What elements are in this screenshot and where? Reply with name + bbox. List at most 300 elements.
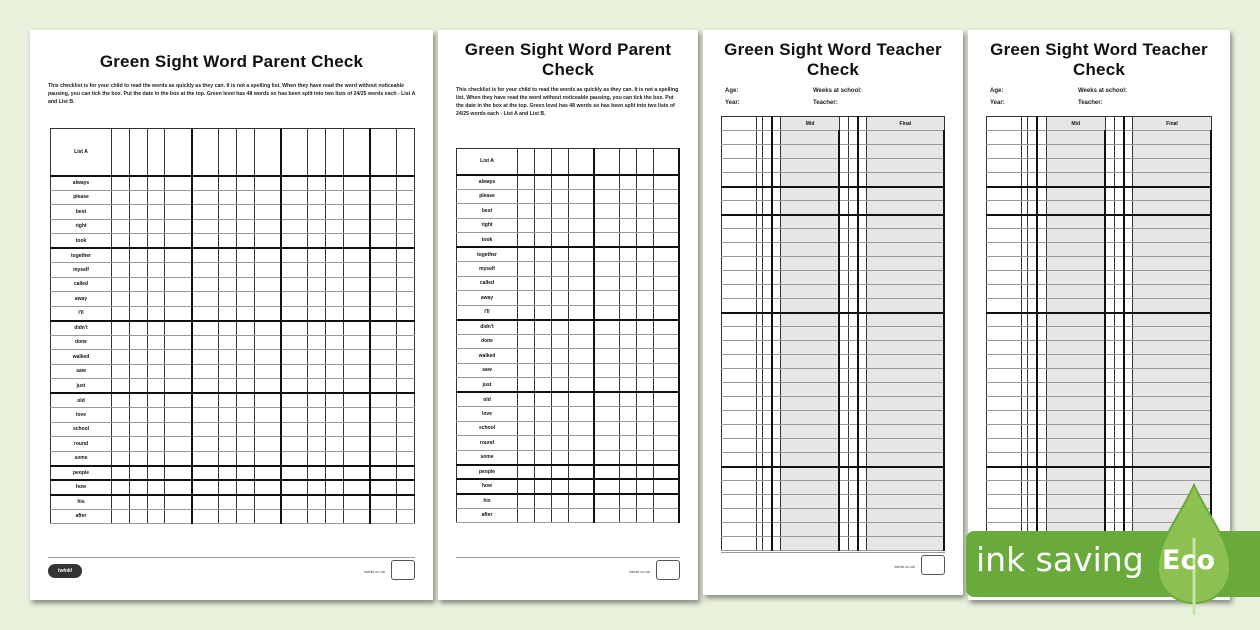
tick-cell[interactable] (112, 248, 130, 263)
tick-cell[interactable] (165, 292, 192, 307)
tick-cell[interactable] (236, 350, 254, 365)
tick-cell[interactable] (858, 467, 867, 481)
tick-cell[interactable] (620, 233, 637, 248)
tick-cell[interactable] (112, 219, 130, 234)
tick-cell[interactable] (535, 305, 552, 320)
tick-cell[interactable] (781, 173, 840, 187)
tick-cell[interactable] (281, 321, 308, 336)
tick-cell[interactable] (254, 350, 281, 365)
tick-cell[interactable] (637, 175, 654, 190)
tick-cell[interactable] (569, 320, 595, 335)
tick-cell[interactable] (1028, 453, 1037, 467)
tick-cell[interactable] (397, 248, 415, 263)
tick-cell[interactable] (781, 271, 840, 285)
tick-cell[interactable] (1124, 369, 1133, 383)
date-cell[interactable] (308, 129, 326, 176)
tick-cell[interactable] (867, 425, 944, 439)
tick-cell[interactable] (637, 479, 654, 494)
tick-cell[interactable] (165, 422, 192, 437)
tick-cell[interactable] (1124, 341, 1133, 355)
tick-cell[interactable] (397, 306, 415, 321)
date-cell[interactable] (165, 129, 192, 176)
tick-cell[interactable] (165, 248, 192, 263)
tick-cell[interactable] (535, 291, 552, 306)
tick-cell[interactable] (129, 466, 147, 481)
tick-cell[interactable] (112, 480, 130, 495)
tick-cell[interactable] (763, 383, 772, 397)
tick-cell[interactable] (370, 248, 397, 263)
tick-cell[interactable] (1133, 229, 1211, 243)
tick-cell[interactable] (654, 291, 680, 306)
tick-cell[interactable] (236, 509, 254, 524)
tick-cell[interactable] (1037, 271, 1046, 285)
tick-cell[interactable] (654, 204, 680, 219)
tick-cell[interactable] (281, 190, 308, 205)
tick-cell[interactable] (397, 408, 415, 423)
tick-cell[interactable] (535, 479, 552, 494)
tick-cell[interactable] (165, 350, 192, 365)
tick-cell[interactable] (620, 218, 637, 233)
tick-cell[interactable] (518, 247, 535, 262)
tick-cell[interactable] (867, 383, 944, 397)
tick-cell[interactable] (772, 271, 781, 285)
tick-cell[interactable] (192, 219, 219, 234)
tick-cell[interactable] (254, 292, 281, 307)
tick-cell[interactable] (535, 436, 552, 451)
tick-cell[interactable] (1028, 215, 1037, 229)
tick-cell[interactable] (867, 271, 944, 285)
tick-cell[interactable] (192, 393, 219, 408)
tick-cell[interactable] (1028, 481, 1037, 495)
tick-cell[interactable] (654, 421, 680, 436)
tick-cell[interactable] (1037, 159, 1046, 173)
date-cell[interactable] (112, 129, 130, 176)
tick-cell[interactable] (343, 219, 370, 234)
tick-cell[interactable] (772, 523, 781, 537)
tick-cell[interactable] (370, 393, 397, 408)
tick-cell[interactable] (839, 341, 848, 355)
tick-cell[interactable] (763, 523, 772, 537)
tick-cell[interactable] (281, 480, 308, 495)
tick-cell[interactable] (192, 466, 219, 481)
tick-cell[interactable] (858, 495, 867, 509)
tick-cell[interactable] (620, 262, 637, 277)
date-cell[interactable] (552, 149, 569, 175)
tick-cell[interactable] (867, 173, 944, 187)
tick-cell[interactable] (654, 392, 680, 407)
tick-cell[interactable] (620, 450, 637, 465)
tick-cell[interactable] (147, 495, 165, 510)
tick-cell[interactable] (236, 480, 254, 495)
date-cell[interactable] (254, 129, 281, 176)
tick-cell[interactable] (594, 247, 620, 262)
tick-cell[interactable] (858, 425, 867, 439)
tick-cell[interactable] (325, 176, 343, 191)
tick-cell[interactable] (129, 335, 147, 350)
tick-cell[interactable] (147, 234, 165, 249)
tick-cell[interactable] (1037, 243, 1046, 257)
tick-cell[interactable] (1105, 215, 1114, 229)
tick-cell[interactable] (1133, 145, 1211, 159)
tick-cell[interactable] (1037, 397, 1046, 411)
tick-cell[interactable] (552, 378, 569, 393)
tick-cell[interactable] (772, 397, 781, 411)
tick-cell[interactable] (1046, 215, 1105, 229)
tick-cell[interactable] (325, 219, 343, 234)
tick-cell[interactable] (552, 363, 569, 378)
tick-cell[interactable] (129, 495, 147, 510)
tick-cell[interactable] (637, 233, 654, 248)
tick-cell[interactable] (192, 408, 219, 423)
tick-cell[interactable] (763, 341, 772, 355)
tick-cell[interactable] (218, 509, 236, 524)
tick-cell[interactable] (1046, 411, 1105, 425)
tick-cell[interactable] (637, 421, 654, 436)
tick-cell[interactable] (569, 436, 595, 451)
tick-cell[interactable] (147, 263, 165, 278)
tick-cell[interactable] (1115, 495, 1124, 509)
tick-cell[interactable] (781, 187, 840, 201)
tick-cell[interactable] (218, 451, 236, 466)
tick-cell[interactable] (370, 364, 397, 379)
tick-cell[interactable] (1124, 243, 1133, 257)
tick-cell[interactable] (397, 205, 415, 220)
tick-cell[interactable] (1115, 425, 1124, 439)
tick-cell[interactable] (848, 425, 857, 439)
tick-cell[interactable] (397, 277, 415, 292)
tick-cell[interactable] (129, 190, 147, 205)
tick-cell[interactable] (637, 276, 654, 291)
tick-cell[interactable] (858, 145, 867, 159)
tick-cell[interactable] (654, 363, 680, 378)
tick-cell[interactable] (254, 219, 281, 234)
tick-cell[interactable] (1115, 313, 1124, 327)
tick-cell[interactable] (1124, 159, 1133, 173)
tick-cell[interactable] (236, 234, 254, 249)
tick-cell[interactable] (236, 248, 254, 263)
tick-cell[interactable] (1037, 145, 1046, 159)
tick-cell[interactable] (867, 145, 944, 159)
tick-cell[interactable] (1124, 327, 1133, 341)
tick-cell[interactable] (112, 190, 130, 205)
tick-cell[interactable] (518, 334, 535, 349)
tick-cell[interactable] (308, 422, 326, 437)
tick-cell[interactable] (772, 383, 781, 397)
tick-cell[interactable] (594, 276, 620, 291)
tick-cell[interactable] (1133, 257, 1211, 271)
tick-cell[interactable] (535, 218, 552, 233)
tick-cell[interactable] (281, 248, 308, 263)
tick-cell[interactable] (620, 189, 637, 204)
tick-cell[interactable] (1037, 425, 1046, 439)
tick-cell[interactable] (839, 131, 848, 145)
tick-cell[interactable] (518, 479, 535, 494)
tick-cell[interactable] (518, 189, 535, 204)
tick-cell[interactable] (254, 422, 281, 437)
tick-cell[interactable] (535, 450, 552, 465)
tick-cell[interactable] (218, 422, 236, 437)
tick-cell[interactable] (236, 205, 254, 220)
tick-cell[interactable] (772, 355, 781, 369)
tick-cell[interactable] (535, 392, 552, 407)
tick-cell[interactable] (1028, 439, 1037, 453)
tick-cell[interactable] (594, 175, 620, 190)
tick-cell[interactable] (858, 257, 867, 271)
tick-cell[interactable] (218, 321, 236, 336)
tick-cell[interactable] (218, 364, 236, 379)
tick-cell[interactable] (763, 397, 772, 411)
tick-cell[interactable] (1115, 257, 1124, 271)
tick-cell[interactable] (236, 277, 254, 292)
tick-cell[interactable] (343, 364, 370, 379)
tick-cell[interactable] (281, 437, 308, 452)
tick-cell[interactable] (569, 276, 595, 291)
tick-cell[interactable] (839, 201, 848, 215)
tick-cell[interactable] (848, 481, 857, 495)
tick-cell[interactable] (1028, 509, 1037, 523)
tick-cell[interactable] (308, 263, 326, 278)
tick-cell[interactable] (594, 508, 620, 523)
tick-cell[interactable] (218, 205, 236, 220)
tick-cell[interactable] (254, 393, 281, 408)
tick-cell[interactable] (839, 495, 848, 509)
tick-cell[interactable] (654, 247, 680, 262)
tick-cell[interactable] (1115, 215, 1124, 229)
tick-cell[interactable] (535, 189, 552, 204)
tick-cell[interactable] (552, 421, 569, 436)
tick-cell[interactable] (594, 189, 620, 204)
tick-cell[interactable] (1133, 341, 1211, 355)
tick-cell[interactable] (397, 379, 415, 394)
tick-cell[interactable] (839, 313, 848, 327)
tick-cell[interactable] (147, 364, 165, 379)
tick-cell[interactable] (858, 159, 867, 173)
tick-cell[interactable] (1124, 481, 1133, 495)
tick-cell[interactable] (165, 321, 192, 336)
tick-cell[interactable] (858, 369, 867, 383)
tick-cell[interactable] (236, 190, 254, 205)
tick-cell[interactable] (763, 411, 772, 425)
tick-cell[interactable] (1046, 257, 1105, 271)
tick-cell[interactable] (1105, 201, 1114, 215)
tick-cell[interactable] (218, 277, 236, 292)
tick-cell[interactable] (129, 364, 147, 379)
date-cell[interactable] (325, 129, 343, 176)
tick-cell[interactable] (325, 335, 343, 350)
tick-cell[interactable] (308, 350, 326, 365)
tick-cell[interactable] (1037, 313, 1046, 327)
tick-cell[interactable] (781, 159, 840, 173)
tick-cell[interactable] (763, 369, 772, 383)
tick-cell[interactable] (772, 327, 781, 341)
tick-cell[interactable] (839, 243, 848, 257)
tick-cell[interactable] (147, 509, 165, 524)
tick-cell[interactable] (654, 233, 680, 248)
tick-cell[interactable] (654, 262, 680, 277)
tick-cell[interactable] (254, 263, 281, 278)
tick-cell[interactable] (165, 277, 192, 292)
tick-cell[interactable] (839, 229, 848, 243)
tick-cell[interactable] (637, 508, 654, 523)
tick-cell[interactable] (254, 437, 281, 452)
tick-cell[interactable] (1028, 159, 1037, 173)
tick-cell[interactable] (1115, 355, 1124, 369)
tick-cell[interactable] (772, 481, 781, 495)
tick-cell[interactable] (192, 234, 219, 249)
tick-cell[interactable] (165, 219, 192, 234)
tick-cell[interactable] (552, 349, 569, 364)
tick-cell[interactable] (236, 437, 254, 452)
tick-cell[interactable] (397, 495, 415, 510)
tick-cell[interactable] (1046, 439, 1105, 453)
tick-cell[interactable] (397, 437, 415, 452)
tick-cell[interactable] (1037, 341, 1046, 355)
tick-cell[interactable] (867, 341, 944, 355)
tick-cell[interactable] (129, 350, 147, 365)
tick-cell[interactable] (1046, 187, 1105, 201)
tick-cell[interactable] (839, 425, 848, 439)
tick-cell[interactable] (1133, 173, 1211, 187)
tick-cell[interactable] (839, 411, 848, 425)
tick-cell[interactable] (867, 537, 944, 551)
tick-cell[interactable] (569, 291, 595, 306)
tick-cell[interactable] (637, 363, 654, 378)
tick-cell[interactable] (772, 173, 781, 187)
tick-cell[interactable] (1046, 145, 1105, 159)
tick-cell[interactable] (594, 378, 620, 393)
tick-cell[interactable] (535, 262, 552, 277)
tick-cell[interactable] (1124, 313, 1133, 327)
tick-cell[interactable] (1037, 355, 1046, 369)
tick-cell[interactable] (848, 215, 857, 229)
tick-cell[interactable] (147, 437, 165, 452)
tick-cell[interactable] (147, 190, 165, 205)
tick-cell[interactable] (254, 321, 281, 336)
tick-cell[interactable] (848, 397, 857, 411)
tick-cell[interactable] (858, 285, 867, 299)
tick-cell[interactable] (781, 257, 840, 271)
tick-cell[interactable] (637, 494, 654, 509)
tick-cell[interactable] (867, 495, 944, 509)
tick-cell[interactable] (848, 271, 857, 285)
tick-cell[interactable] (281, 466, 308, 481)
tick-cell[interactable] (867, 509, 944, 523)
tick-cell[interactable] (781, 341, 840, 355)
tick-cell[interactable] (620, 276, 637, 291)
tick-cell[interactable] (594, 363, 620, 378)
tick-cell[interactable] (763, 243, 772, 257)
tick-cell[interactable] (147, 248, 165, 263)
tick-cell[interactable] (254, 408, 281, 423)
tick-cell[interactable] (858, 537, 867, 551)
tick-cell[interactable] (1028, 145, 1037, 159)
tick-cell[interactable] (1046, 229, 1105, 243)
tick-cell[interactable] (781, 313, 840, 327)
tick-cell[interactable] (1028, 397, 1037, 411)
tick-cell[interactable] (772, 453, 781, 467)
tick-cell[interactable] (397, 219, 415, 234)
tick-cell[interactable] (192, 437, 219, 452)
tick-cell[interactable] (129, 234, 147, 249)
tick-cell[interactable] (325, 292, 343, 307)
date-cell[interactable] (535, 149, 552, 175)
tick-cell[interactable] (192, 321, 219, 336)
tick-cell[interactable] (165, 190, 192, 205)
tick-cell[interactable] (552, 392, 569, 407)
tick-cell[interactable] (147, 408, 165, 423)
tick-cell[interactable] (1124, 201, 1133, 215)
tick-cell[interactable] (839, 509, 848, 523)
tick-cell[interactable] (308, 480, 326, 495)
tick-cell[interactable] (1115, 397, 1124, 411)
tick-cell[interactable] (325, 205, 343, 220)
tick-cell[interactable] (1105, 131, 1114, 145)
tick-cell[interactable] (1046, 355, 1105, 369)
tick-cell[interactable] (637, 305, 654, 320)
tick-cell[interactable] (858, 173, 867, 187)
tick-cell[interactable] (867, 257, 944, 271)
tick-cell[interactable] (397, 176, 415, 191)
tick-cell[interactable] (1133, 271, 1211, 285)
tick-cell[interactable] (218, 408, 236, 423)
tick-cell[interactable] (620, 479, 637, 494)
tick-cell[interactable] (867, 215, 944, 229)
tick-cell[interactable] (848, 355, 857, 369)
tick-cell[interactable] (1105, 285, 1114, 299)
tick-cell[interactable] (236, 335, 254, 350)
tick-cell[interactable] (165, 263, 192, 278)
tick-cell[interactable] (129, 509, 147, 524)
tick-cell[interactable] (325, 263, 343, 278)
tick-cell[interactable] (772, 229, 781, 243)
tick-cell[interactable] (112, 495, 130, 510)
tick-cell[interactable] (839, 145, 848, 159)
tick-cell[interactable] (637, 262, 654, 277)
tick-cell[interactable] (518, 378, 535, 393)
tick-cell[interactable] (192, 495, 219, 510)
tick-cell[interactable] (281, 495, 308, 510)
tick-cell[interactable] (397, 292, 415, 307)
tick-cell[interactable] (254, 335, 281, 350)
tick-cell[interactable] (569, 450, 595, 465)
tick-cell[interactable] (308, 205, 326, 220)
tick-cell[interactable] (192, 364, 219, 379)
tick-cell[interactable] (1105, 369, 1114, 383)
tick-cell[interactable] (569, 247, 595, 262)
tick-cell[interactable] (848, 537, 857, 551)
tick-cell[interactable] (308, 234, 326, 249)
tick-cell[interactable] (535, 378, 552, 393)
tick-cell[interactable] (518, 175, 535, 190)
tick-cell[interactable] (867, 159, 944, 173)
tick-cell[interactable] (1037, 215, 1046, 229)
tick-cell[interactable] (867, 229, 944, 243)
tick-cell[interactable] (781, 229, 840, 243)
tick-cell[interactable] (781, 383, 840, 397)
tick-cell[interactable] (1028, 495, 1037, 509)
tick-cell[interactable] (867, 369, 944, 383)
tick-cell[interactable] (1046, 509, 1105, 523)
tick-cell[interactable] (848, 299, 857, 313)
tick-cell[interactable] (218, 292, 236, 307)
tick-cell[interactable] (192, 306, 219, 321)
tick-cell[interactable] (165, 466, 192, 481)
tick-cell[interactable] (192, 277, 219, 292)
tick-cell[interactable] (839, 467, 848, 481)
tick-cell[interactable] (1133, 159, 1211, 173)
tick-cell[interactable] (620, 363, 637, 378)
tick-cell[interactable] (1037, 369, 1046, 383)
